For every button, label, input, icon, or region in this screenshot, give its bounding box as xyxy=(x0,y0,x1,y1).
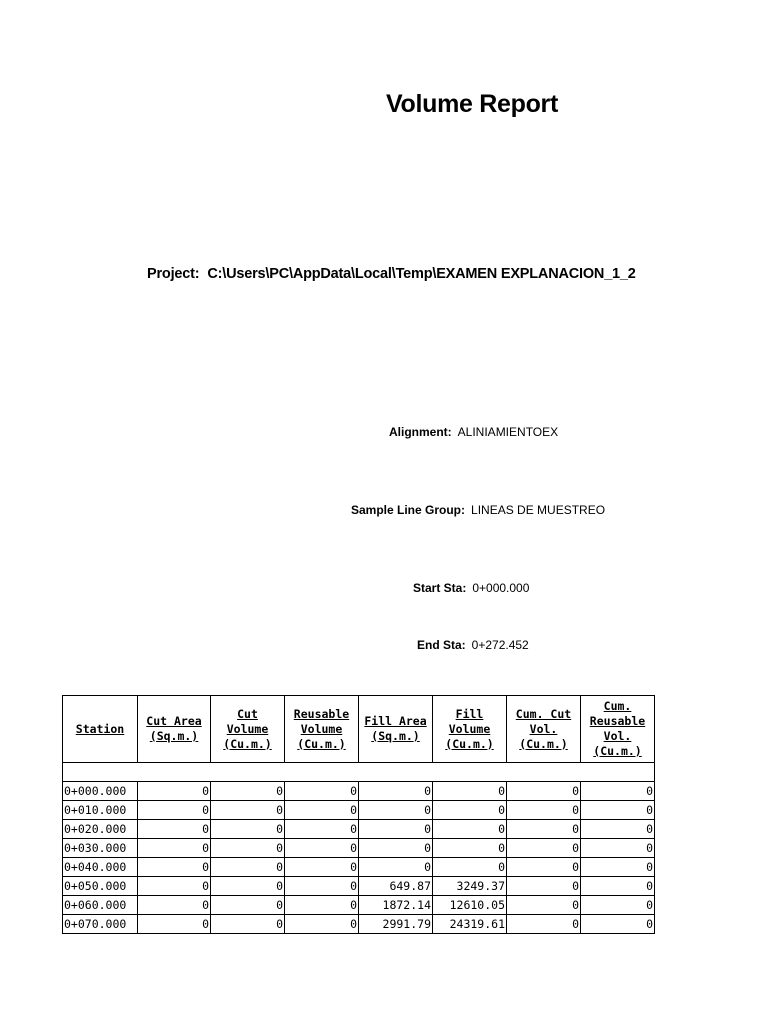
column-header-cut-area xyxy=(138,696,211,763)
end-station-label: End Sta: xyxy=(417,638,466,652)
value-cell-cut-volume: 0 xyxy=(211,896,285,915)
value-cell-cut-area: 0 xyxy=(138,820,211,839)
value-cell-cut-volume: 0 xyxy=(211,858,285,877)
column-header-line: (Cu.m.) xyxy=(297,736,346,751)
value-cell-fill-volume: 0 xyxy=(433,782,507,801)
value-cell-cum-reusable-vol: 0 xyxy=(581,801,655,820)
value-cell-cum-reusable-vol: 0 xyxy=(581,896,655,915)
sample-line-group-label: Sample Line Group: xyxy=(351,503,466,517)
value-cell-fill-volume: 0 xyxy=(433,801,507,820)
column-header-line: (Sq.m.) xyxy=(149,729,199,743)
value-cell-fill-volume: 0 xyxy=(433,858,507,877)
value-cell-cut-area: 0 xyxy=(138,915,211,934)
column-header-station xyxy=(63,696,138,763)
value-cell-reusable-volume: 0 xyxy=(285,782,359,801)
column-header-fill-volume xyxy=(433,696,507,763)
table-row xyxy=(63,858,655,877)
value-cell-cum-reusable-vol: 0 xyxy=(581,915,655,934)
table-header-row xyxy=(63,696,655,763)
value-cell-reusable-volume: 0 xyxy=(285,915,359,934)
station-cell: 0+040.000 xyxy=(63,858,138,877)
column-header-line: Volume xyxy=(300,721,343,736)
column-header-line: Vol. xyxy=(529,721,558,736)
column-header-line: Vol. xyxy=(603,729,632,743)
value-cell-fill-area: 0 xyxy=(359,839,433,858)
column-header-line: Reusable xyxy=(589,714,646,728)
station-cell: 0+000.000 xyxy=(63,782,138,801)
value-cell-cut-volume: 0 xyxy=(211,915,285,934)
end-station-value: 0+272.452 xyxy=(471,638,529,652)
value-cell-cum-cut-vol: 0 xyxy=(507,877,581,896)
sample-line-group-value: LINEAS DE MUESTREO xyxy=(471,503,606,517)
value-cell-cum-cut-vol: 0 xyxy=(507,839,581,858)
value-cell-fill-area: 0 xyxy=(359,801,433,820)
value-cell-cum-cut-vol: 0 xyxy=(507,858,581,877)
value-cell-cum-cut-vol: 0 xyxy=(507,820,581,839)
value-cell-fill-area: 0 xyxy=(359,858,433,877)
value-cell-reusable-volume: 0 xyxy=(285,858,359,877)
value-cell-reusable-volume: 0 xyxy=(285,877,359,896)
column-header-line: Cut Area xyxy=(146,714,202,728)
table-body xyxy=(63,763,655,934)
value-cell-cut-volume: 0 xyxy=(211,839,285,858)
column-header-line: Station xyxy=(75,721,125,736)
value-cell-fill-volume: 24319.61 xyxy=(433,915,507,934)
value-cell-cut-area: 0 xyxy=(138,877,211,896)
column-header-line: (Cu.m.) xyxy=(445,736,494,751)
value-cell-cut-area: 0 xyxy=(138,858,211,877)
column-header-line: (Cu.m.) xyxy=(519,736,568,751)
value-cell-fill-volume: 0 xyxy=(433,820,507,839)
table-row xyxy=(63,896,655,915)
column-header-line: Fill xyxy=(455,706,484,721)
value-cell-cum-cut-vol: 0 xyxy=(507,782,581,801)
project-label: Project: xyxy=(147,266,200,282)
value-cell-cut-volume: 0 xyxy=(211,801,285,820)
value-cell-fill-area: 649.87 xyxy=(359,877,433,896)
end-station-line xyxy=(417,638,529,652)
table-row xyxy=(63,877,655,896)
value-cell-cut-area: 0 xyxy=(138,839,211,858)
column-header-line: Cum. xyxy=(603,699,632,713)
start-station-label: Start Sta: xyxy=(413,581,467,595)
value-cell-cut-volume: 0 xyxy=(211,820,285,839)
value-cell-reusable-volume: 0 xyxy=(285,896,359,915)
value-cell-reusable-volume: 0 xyxy=(285,820,359,839)
column-header-cum-reusable-vol xyxy=(581,696,655,763)
column-header-cut-volume xyxy=(211,696,285,763)
table-row xyxy=(63,915,655,934)
table-row xyxy=(63,820,655,839)
alignment-line xyxy=(389,425,558,439)
value-cell-fill-volume: 0 xyxy=(433,839,507,858)
value-cell-fill-area: 2991.79 xyxy=(359,915,433,934)
value-cell-cum-cut-vol: 0 xyxy=(507,896,581,915)
sample-line-group-line xyxy=(351,503,605,517)
start-station-line xyxy=(413,581,529,595)
column-header-fill-area xyxy=(359,696,433,763)
alignment-label: Alignment: xyxy=(389,425,452,439)
value-cell-reusable-volume: 0 xyxy=(285,839,359,858)
value-cell-cut-volume: 0 xyxy=(211,877,285,896)
start-station-value: 0+000.000 xyxy=(472,581,530,595)
value-cell-fill-area: 0 xyxy=(359,782,433,801)
value-cell-cum-reusable-vol: 0 xyxy=(581,877,655,896)
column-header-line: Volume xyxy=(448,721,491,736)
value-cell-cum-reusable-vol: 0 xyxy=(581,839,655,858)
station-cell: 0+030.000 xyxy=(63,839,138,858)
value-cell-cut-area: 0 xyxy=(138,801,211,820)
value-cell-fill-area: 0 xyxy=(359,820,433,839)
column-header-line: Volume xyxy=(226,721,269,736)
project-line xyxy=(147,266,636,282)
column-header-line: (Cu.m.) xyxy=(223,736,272,751)
column-header-line: Cum. Cut xyxy=(515,706,572,721)
alignment-value: ALINIAMIENTOEX xyxy=(457,425,559,439)
column-header-line: (Sq.m.) xyxy=(371,729,420,743)
station-cell: 0+010.000 xyxy=(63,801,138,820)
column-header-line: (Cu.m.) xyxy=(593,744,642,758)
column-header-reusable-volume xyxy=(285,696,359,763)
value-cell-cum-reusable-vol: 0 xyxy=(581,782,655,801)
value-cell-cum-reusable-vol: 0 xyxy=(581,858,655,877)
column-header-line: Fill Area xyxy=(364,714,427,728)
value-cell-cum-reusable-vol: 0 xyxy=(581,820,655,839)
table-spacer-cell xyxy=(63,763,655,782)
value-cell-reusable-volume: 0 xyxy=(285,801,359,820)
project-path: C:\Users\PC\AppData\Local\Temp\EXAMEN EXPLANACION_1_2 xyxy=(207,266,636,282)
column-header-line: Cut xyxy=(237,706,258,721)
value-cell-fill-volume: 12610.05 xyxy=(433,896,507,915)
station-cell: 0+020.000 xyxy=(63,820,138,839)
value-cell-fill-volume: 3249.37 xyxy=(433,877,507,896)
value-cell-cum-cut-vol: 0 xyxy=(507,801,581,820)
value-cell-cut-volume: 0 xyxy=(211,782,285,801)
station-cell: 0+050.000 xyxy=(63,877,138,896)
report-title: Volume Report xyxy=(385,90,559,118)
table-spacer-row xyxy=(63,763,655,782)
value-cell-cut-area: 0 xyxy=(138,896,211,915)
value-cell-cut-area: 0 xyxy=(138,782,211,801)
table-row xyxy=(63,801,655,820)
column-header-cum-cut-vol xyxy=(507,696,581,763)
station-cell: 0+060.000 xyxy=(63,896,138,915)
value-cell-cum-cut-vol: 0 xyxy=(507,915,581,934)
volume-table xyxy=(62,695,655,934)
table-row xyxy=(63,839,655,858)
station-cell: 0+070.000 xyxy=(63,915,138,934)
value-cell-fill-area: 1872.14 xyxy=(359,896,433,915)
column-header-line: Reusable xyxy=(293,706,350,721)
table-row xyxy=(63,782,655,801)
